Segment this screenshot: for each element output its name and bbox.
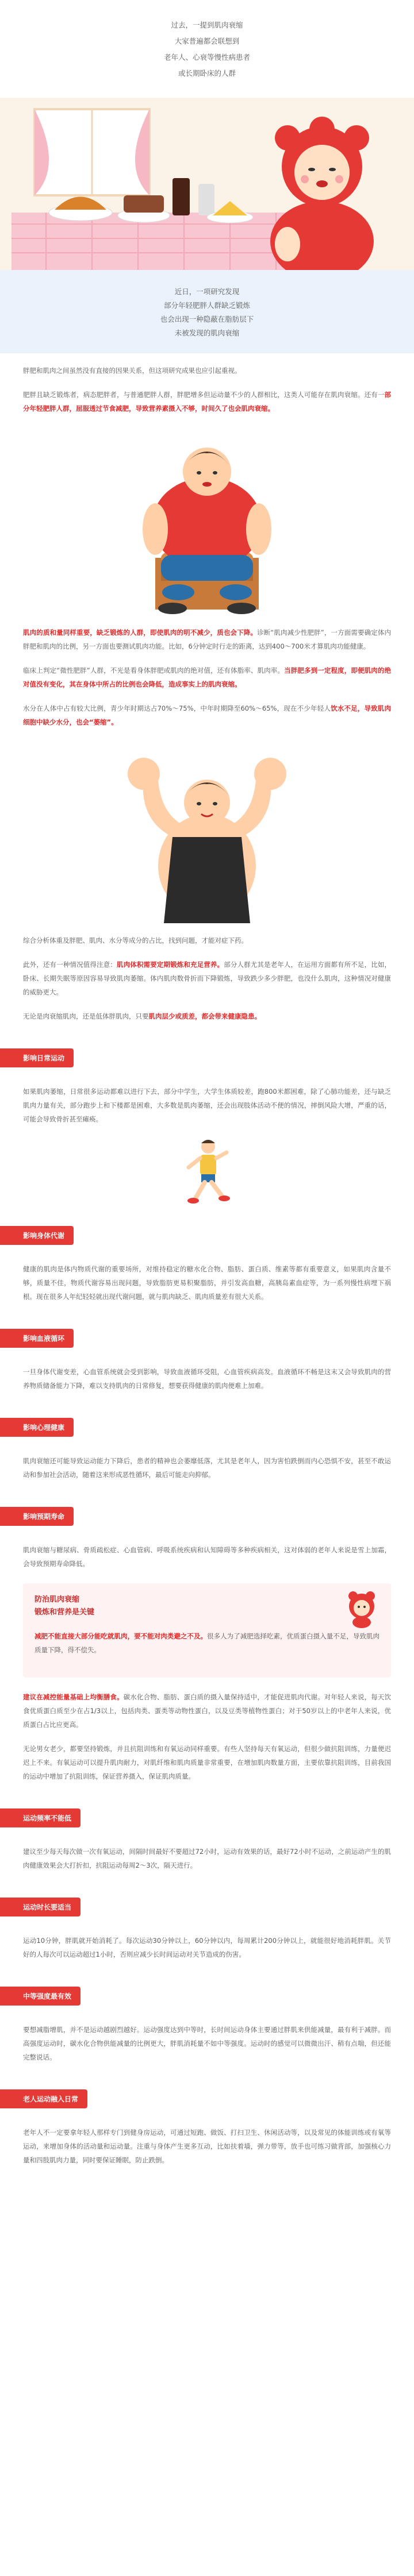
paragraph — [23, 701, 391, 729]
section-heading: 中等强度最有效 — [0, 1987, 80, 2006]
paragraph — [23, 626, 391, 653]
section-heading: 影响血液循环 — [0, 1329, 74, 1348]
highlight-text: 减肥不能直接大部分能吃就肌肉 — [34, 1632, 128, 1640]
prevention-callout — [23, 1583, 391, 1678]
running-man-icon — [172, 1136, 241, 1211]
section-text: 老年人不一定要拿年轻人那样专门到健身房运动，可通过短跑、做饭、打扫卫生、休闲活动等，以及常见的体能训练或有氧等运动，来增加身体的活动量和运动量。注重与身体产生更多互动，比如扶着墙，弹力带等，放手也可练习做背部，加强核心力量和四肢肌肉力量，同时要保证睡眠，防止跌倒。 — [23, 2128, 391, 2164]
highlight-text: 建议在减控能量基础上均衡膳食。 — [23, 1693, 124, 1701]
paragraph — [23, 664, 391, 691]
section-heading: 老人运动融入日常 — [0, 2089, 87, 2108]
section-text: 建议至少每天每次做一次有氧运动，间隔时间最好不要超过72小时，运动有效果的话，最好72小时不运动，之前运动产生的肌肉健康效果会大打折扣，抗阻运动每周2～3次，隔天进行。 — [23, 1848, 391, 1869]
section-heading: 影响预期寿命 — [0, 1507, 74, 1526]
section-text: 如果肌肉萎缩，日常很多运动都难以进行下去，部分中学生，大学生体质较差，跑800米都困难，除了心肺功能差，还与缺乏肌肉力量有关，部分跑步上和下楼都是困难，大多数是肌肉萎缩，还会出现肢体活动不便的情况，摔倒风险大增，严重的话，可能会导致骨折甚至瘫痪。 — [23, 1088, 391, 1123]
paragraph-text: 部分人群尤其是老年人，在运用方面都有所不足，比如，卧床、长期失眠等原因容易导致肌肉萎缩。体内肌肉数骨折而下降锻炼，导致跌少多少胖肥，也没什么肌肉，这种情况对健康的威胁更大。 — [23, 961, 392, 996]
intro-line: 或长期卧床的人群 — [178, 69, 236, 78]
panel-line: 部分年轻肥胖人群缺乏锻炼 — [163, 301, 250, 310]
paragraph-text: 无论是肉衰缩肌肉，还是低体胖肌肉，只要 — [23, 1012, 149, 1020]
paragraph — [23, 958, 391, 999]
paragraph-text: 此外，还有一种情况值得注意： — [23, 961, 117, 969]
paragraph-text: 水分在人体中占有较大比例，青少年时期达占70%～75%，中年时期降至60%～65%，现在不少年轻人 — [23, 704, 331, 712]
highlight-text: 当胖肥多到一定程度，即便肌肉的绝对值没有变化，其在身体中所占的比例也会降低，造成事实上的肌肉衰缩。 — [23, 666, 391, 688]
section-text: 肌肉衰缩与糖尿病、骨质疏松症、心血管病、呼吸系统疾病和认知障碍等多种疾病相关，这对体弱的老年人来说是雪上加霜，会导致预期寿命降低。 — [23, 1546, 391, 1568]
panel-line: 未被发现的肌肉衰缩 — [174, 329, 240, 337]
paragraph-text: 诊断“肌肉减少性肥胖”，一方面需要确定体内胖肥和肌肉的比例，另一方面也要测试肌肉功能。比如，6分钟定时行走的距离，达到400～700米才算肌肉功能健康。 — [23, 628, 391, 650]
summary-panel — [0, 270, 414, 353]
highlight-text: 部分年轻肥胖人群，屈服透过节食减肥，导致营养素摄入不够，时间久了也会肌肉衰缩。 — [23, 391, 391, 412]
article-body — [0, 364, 414, 2167]
intro-block — [0, 0, 414, 98]
mascot-icon — [342, 1589, 382, 1629]
section-text: 要想减脂增肌，并不是运动越剧烈越好。运动强度达到中等时，长时间运动身体主要通过胖肌来供能减量，最有利于减胖。而高强度运动时，碳水化合物供能减量的比例更大，胖肌消耗量不如中等强度。运动时的感觉可以微微出汗、稍有点喘，但还能完整说话。 — [23, 2026, 391, 2061]
paragraph — [23, 1690, 391, 1732]
highlight-text: 肌肉体积需要定期锻炼和充足营养。 — [116, 961, 224, 969]
paragraph: 无论男女老少，都要坚持锻炼，并且抗阻训练和有氧运动同样重要。有些人坚持每天有氧运动，但很少做抗阻训练，力量便迟迟上不来。有氧运动可以提升肌肉耐力，对肌纤维和肌肉质量非常重要，在增加肌肉数量方面，主要依靠抗阻训练，目前我国的运动中增加了抗阻训练，保证营养摄入，保证肌肉质量。 — [23, 1745, 391, 1780]
panel-line: 近日，一项研究发现 — [174, 287, 240, 296]
paragraph-text: 碳水化合物、脂肪、蛋白质的摄入量保持适中，才能促进肌肉代谢。对年轻人来说，每天饮食优质蛋白质至少在占1/3以上，包括肉类、蛋类等动物性蛋白，以及豆类等植物性蛋白；对于50岁以上的中老年人来说，优质蛋白占比应更高。 — [23, 1693, 392, 1729]
highlight-text: 饮水不足，导致肌肉细胞中缺少水分，也会“萎缩”。 — [23, 704, 391, 726]
highlight-text: 肌肉层少或质差，都会带来健康隐患。 — [148, 1012, 261, 1020]
section-heading: 影响日常运动 — [0, 1048, 74, 1067]
intro-line: 老年人、心衰等慢性病患者 — [163, 53, 250, 61]
highlight-text: ，要不能对肉类避之不及。 — [127, 1632, 208, 1640]
callout-subtitle: 锻炼和营养是关键 — [34, 1608, 95, 1617]
overweight-man-sitting-illustration — [98, 426, 316, 615]
paragraph-text: 肥胖且缺乏锻炼者，病态肥胖者，与普通肥胖人群，胖肥增多但运动量不少的人群相比，这类人可能存在肌肉衰缩。还有一 — [23, 391, 385, 399]
paragraph: 胖肥和肌肉之间虽然没有直接的因果关系，但这项研究成果也应引起重视。 — [23, 367, 241, 375]
mascot-with-food-illustration — [0, 98, 414, 270]
paragraph — [23, 1009, 391, 1023]
hero-illustration — [0, 98, 414, 270]
section-heading: 影响身体代谢 — [0, 1226, 74, 1245]
callout-title: 防治肌肉衰缩 — [34, 1595, 80, 1604]
section-text: 一旦身体代谢变差，心血管系统就会受到影响，导致血液循环受阻，心血管疾病高发。血液循环不畅是这末又会导致肌肉的营养物质储备能力下降，难以支持肌肉的日常修复，想要获得健康的肌肉便难上加难。 — [23, 1368, 391, 1390]
section-heading: 运动时长要适当 — [0, 1898, 80, 1916]
paragraph-text: 很多人为了减肥选择吃素，优质蛋白摄入量不足，导致肌肉质量下降，得不偿失。 — [34, 1632, 380, 1654]
highlight-text: 肌肉的质和量同样重要，缺乏锻炼的人群，即使肌肉的明不减少，质也会下降。 — [23, 628, 257, 637]
section-heading: 运动频率不能低 — [0, 1808, 80, 1827]
section-text: 运动10分钟，胖肌就开始消耗了。每次运动30分钟以上，60分钟以内，每周累计200分钟以上，就能很好地消耗胖肌。关节好的人每次可以运动超过1小时，否则应减少长时间运动对关节造成的伤害。 — [23, 1937, 391, 1958]
section-text: 肌肉衰缩还可能导致运动能力下降后，患者的精神也会萎靡低落，尤其是老年人，因为害怕跌倒而内心恐惧不安，甚至不敢运动和参加社会活动，随着这来形成恶性循环，最后可能走向抑郁。 — [23, 1457, 391, 1479]
paragraph-text: 临床上判定“微性肥胖”人群，不光是看身体胖肥或肌肉的绝对值，还有体脂率、肌肉率。 — [23, 666, 285, 674]
section-heading: 影响心理健康 — [0, 1418, 74, 1437]
paragraph: 综合分析体重及胖肥、肌肉、水分等成分的占比，找到问题，才能对症下药。 — [23, 936, 248, 944]
paragraph — [23, 388, 391, 415]
intro-line: 过去，一提到肌肉衰缩 — [171, 21, 243, 29]
muscular-man-illustration — [103, 739, 310, 923]
callout-paragraph — [34, 1629, 379, 1657]
intro-line: 大家普遍都会联想到 — [174, 37, 240, 45]
panel-line: 也会出现一种隐蔽在脂肪层下 — [160, 315, 254, 323]
section-text: 健康的肌肉是体内物质代谢的重要场所，对维持稳定的糖水化合物、脂肪、蛋白质、维素等都有重要意义，如果肌肉含量不够，质量不佳，物质代谢容易出现问题，导致脂肪更易积聚脂肪，并引发高血糖，高胰岛素血症等，为一系列慢性病埋下祸根。现在很多人年纪轻轻就出现代谢问题，就与肌肉缺乏、肌肉质量差有很大关系。 — [23, 1265, 391, 1301]
